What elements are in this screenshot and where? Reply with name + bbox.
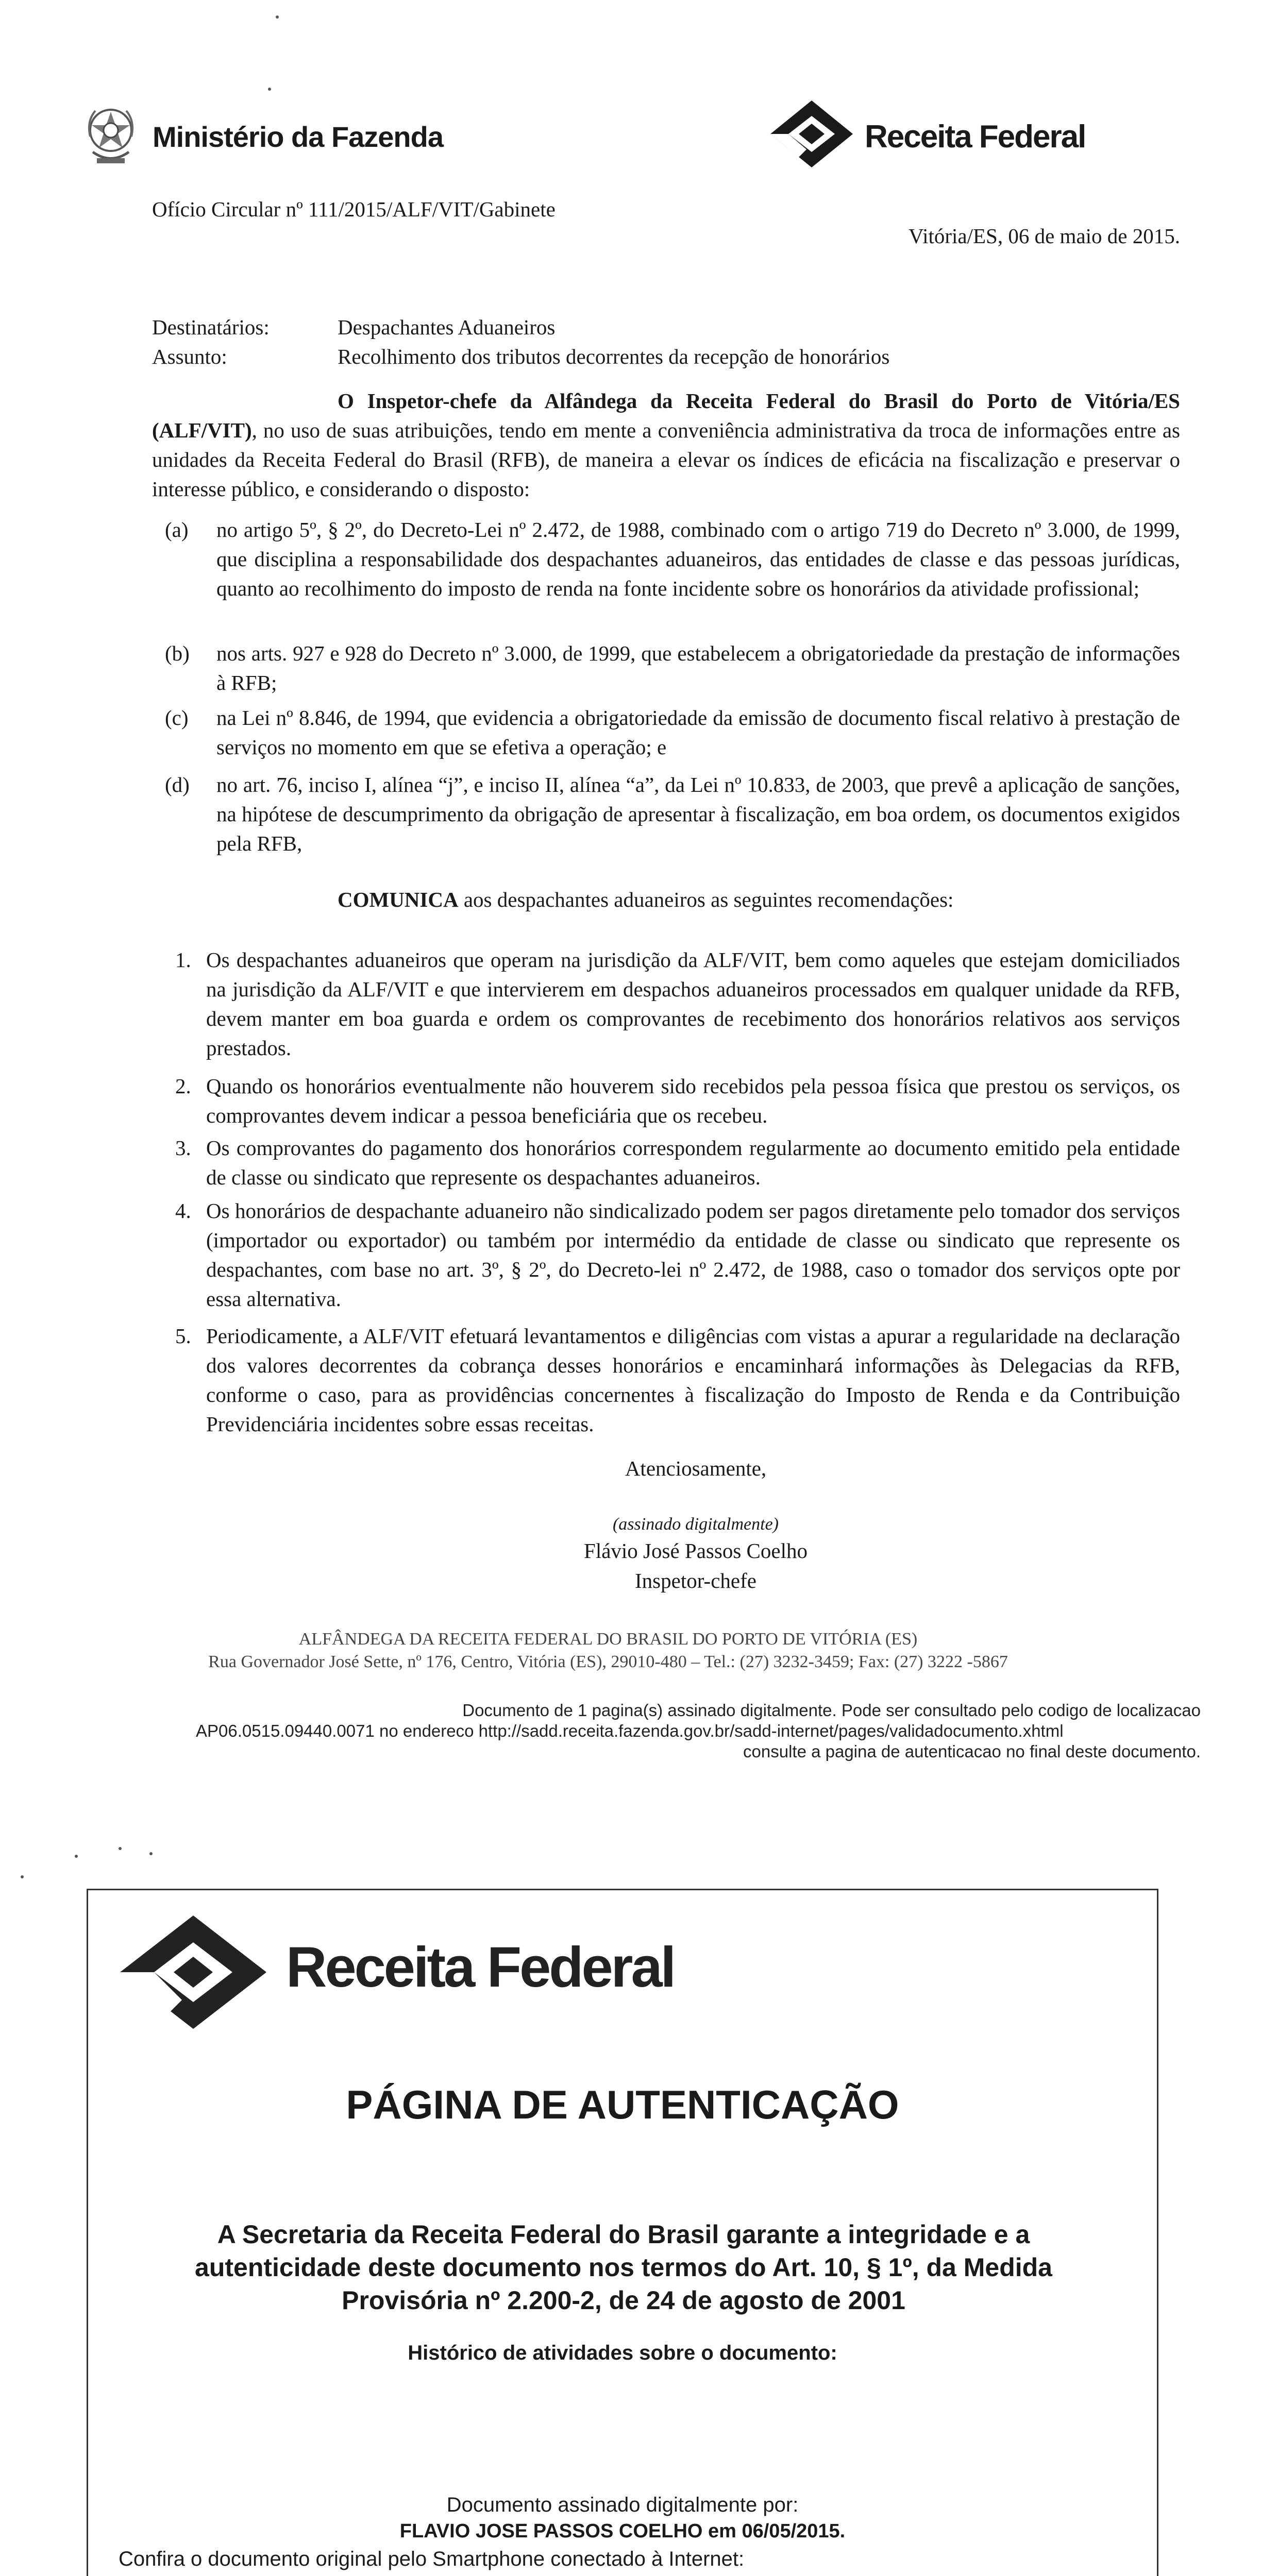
- item-number: 2.: [175, 1074, 191, 1098]
- clause-d: [165, 770, 1180, 858]
- activity-history-heading: Histórico de atividades sobre o documento:: [408, 2342, 837, 2364]
- recommendation-3: [175, 1133, 1180, 1192]
- closing: Atenciosamente,: [625, 1456, 767, 1480]
- comunica-bold: COMUNICA: [338, 888, 459, 911]
- signer-role: Inspetor-chefe: [635, 1569, 756, 1592]
- recommendation-5: [175, 1321, 1180, 1439]
- scan-speck: [276, 15, 279, 19]
- item-text: Quando os honorários eventualmente não houverem sido recebidos pela pessoa física que prestou os serviços, os comprovantes devem indicar a pessoa beneficiária que os recebeu.: [206, 1074, 1180, 1127]
- footer-street: Rua Governador José Sette, nº 176, Centro, Vitória (ES), 29010-480 – Tel.: (27) 3232-3459; Fax: (27) 3222 -5867: [208, 1652, 1008, 1671]
- intro-bold: O Inspetor-chefe da Alfândega da Receita Federal do Brasil do Porto de Vitória/ES (ALF/VIT): [152, 389, 1180, 442]
- scan-speck: [119, 1847, 122, 1850]
- recommendation-1: [175, 945, 1180, 1063]
- addressees-value: Despachantes Aduaneiros: [338, 315, 556, 339]
- authentication-description: A Secretaria da Receita Federal do Brasil garante a integridade e a autenticidade deste documento nos termos do Art. 10, § 1º, da Medida Provisória nº 2.200-2, de 24 de agosto de 2001: [195, 2220, 1052, 2315]
- clause-c: [165, 703, 1180, 762]
- system-note-line: consulte a pagina de autenticacao no final deste documento.: [743, 1742, 1201, 1761]
- item-text: Os honorários de despachante aduaneiro não sindicalizado podem ser pagos diretamente pelo tomador dos serviços (importador ou exportador) ou também por intermédio da entidade de classe ou sindicato que represente os despachantes, com base no art. 3º, § 2º, do Decreto-lei nº 2.472, de 1988, caso o tomador dos serviços opte por essa alternativa.: [206, 1199, 1180, 1311]
- subject-value: Recolhimento dos tributos decorrentes da recepção de honorários: [338, 345, 890, 368]
- scan-speck: [149, 1852, 153, 1855]
- ministerio-title: Ministério da Fazenda: [153, 120, 443, 153]
- clause-mark: (c): [165, 706, 189, 730]
- addressees-block: [152, 313, 889, 371]
- addressees-label: Destinatários:: [152, 315, 270, 339]
- item-number: 3.: [175, 1136, 191, 1160]
- system-note: [196, 1700, 1201, 1762]
- recommendation-2: [175, 1072, 1180, 1130]
- item-text: Os comprovantes do pagamento dos honorários correspondem regularmente ao documento emitido pela entidade de classe ou sindicato que represente os despachantes aduaneiros.: [206, 1136, 1180, 1189]
- clause-mark: (a): [165, 518, 189, 541]
- clause-text: no art. 76, inciso I, alínea “j”, e inciso II, alínea “a”, da Lei nº 10.833, de 2003, que prevê a aplicação de sanções, na hipótese de descumprimento da obrigação de apresentar à fiscalização, em boa ordem, os documentos exigidos pela RFB,: [216, 773, 1180, 855]
- scan-speck: [75, 1855, 78, 1858]
- system-note-line: AP06.0515.09440.0071 no endereco http://sadd.receita.fazenda.gov.br/sadd-internet/pages/validadocumento.xhtml: [196, 1721, 1064, 1740]
- receita-federal-title: Receita Federal: [286, 1936, 675, 1999]
- scan-speck: [268, 88, 271, 91]
- footer-address: [144, 1628, 1072, 1673]
- subject-row: [152, 342, 889, 371]
- clause-b: [165, 639, 1180, 698]
- smartphone-check-label: Confira o documento original pelo Smartphone conectado à Internet:: [119, 2548, 745, 2570]
- clause-mark: (b): [165, 641, 190, 665]
- item-number: 5.: [175, 1324, 191, 1348]
- authentication-title: PÁGINA DE AUTENTICAÇÃO: [346, 2082, 899, 2127]
- signer-info: FLAVIO JOSE PASSOS COELHO em 06/05/2015.: [399, 2520, 846, 2542]
- receita-federal-title: Receita Federal: [865, 118, 1086, 155]
- system-note-line: Documento de 1 pagina(s) assinado digitalmente. Pode ser consultado pelo codigo de localizacao: [462, 1701, 1201, 1720]
- footer-agency: ALFÂNDEGA DA RECEITA FEDERAL DO BRASIL DO PORTO DE VITÓRIA (ES): [298, 1630, 918, 1649]
- intro-text: , no uso de suas atribuições, tendo em mente a conveniência administrativa da troca de informações entre as unidades da Receita Federal do Brasil (RFB), de maneira a elevar os índices de eficácia na fiscalização e preservar o interesse público, e considerando o disposto:: [152, 418, 1180, 501]
- comunica-text: aos despachantes aduaneiros as seguintes recomendações:: [458, 888, 954, 911]
- comunica-paragraph: [152, 885, 1180, 914]
- coat-of-arms-icon: [82, 100, 139, 173]
- receita-federal-logo-icon: [768, 98, 855, 175]
- signed-by-label: Documento assinado digitalmente por:: [446, 2494, 799, 2516]
- item-text: Periodicamente, a ALF/VIT efetuará levantamentos e diligências com vistas a apurar a regularidade na declaração dos valores decorrentes da cobrança desses honorários e encaminhará informações às Delegacias da RFB, conforme o caso, para as providências concernentes à fiscalização do Imposto de Renda e da Contribuição Previdenciária incidentes sobre essas receitas.: [206, 1324, 1180, 1436]
- header-receita-federal: [768, 98, 1085, 175]
- subject-label: Assunto:: [152, 345, 227, 368]
- digitally-signed-note: (assinado digitalmente): [612, 1515, 779, 1534]
- receita-federal-logo-icon: [116, 1911, 271, 2035]
- item-text: Os despachantes aduaneiros que operam na jurisdição da ALF/VIT, bem como aqueles que estejam domiciliados na jurisdição da ALF/VIT e que intervierem em despachos aduaneiros processados em qualquer unidade da RFB, devem manter em boa guarda e ordem os comprovantes de recebimento dos honorários relativos aos serviços prestados.: [206, 948, 1180, 1060]
- clause-text: na Lei nº 8.846, de 1994, que evidencia a obrigatoriedade da emissão de documento fiscal relativo à prestação de serviços no momento em que se efetiva a operação; e: [216, 706, 1180, 759]
- clause-text: nos arts. 927 e 928 do Decreto nº 3.000, de 1999, que estabelecem a obrigatoriedade da prestação de informações à RFB;: [216, 641, 1180, 694]
- header-ministerio: [82, 100, 443, 173]
- place-date: Vitória/ES, 06 de maio de 2015.: [908, 224, 1180, 248]
- addressees-row: [152, 313, 889, 342]
- item-number: 4.: [175, 1199, 191, 1223]
- clause-text: no artigo 5º, § 2º, do Decreto-Lei nº 2.472, de 1988, combinado com o artigo 719 do Decreto nº 3.000, de 1999, que disciplina a responsabilidade dos despachantes aduaneiros, das entidades de classe e das pessoas jurídicas, quanto ao recolhimento do imposto de renda na fonte incidente sobre os honorários da atividade profissional;: [216, 518, 1180, 600]
- item-number: 1.: [175, 948, 191, 972]
- signer-name: Flávio José Passos Coelho: [584, 1539, 808, 1563]
- scan-speck: [21, 1875, 24, 1878]
- intro-paragraph: [152, 386, 1180, 504]
- oficio-number: Ofício Circular nº 111/2015/ALF/VIT/Gabinete: [152, 197, 556, 221]
- clause-a: [165, 515, 1180, 603]
- recommendation-4: [175, 1196, 1180, 1314]
- clause-mark: (d): [165, 773, 190, 796]
